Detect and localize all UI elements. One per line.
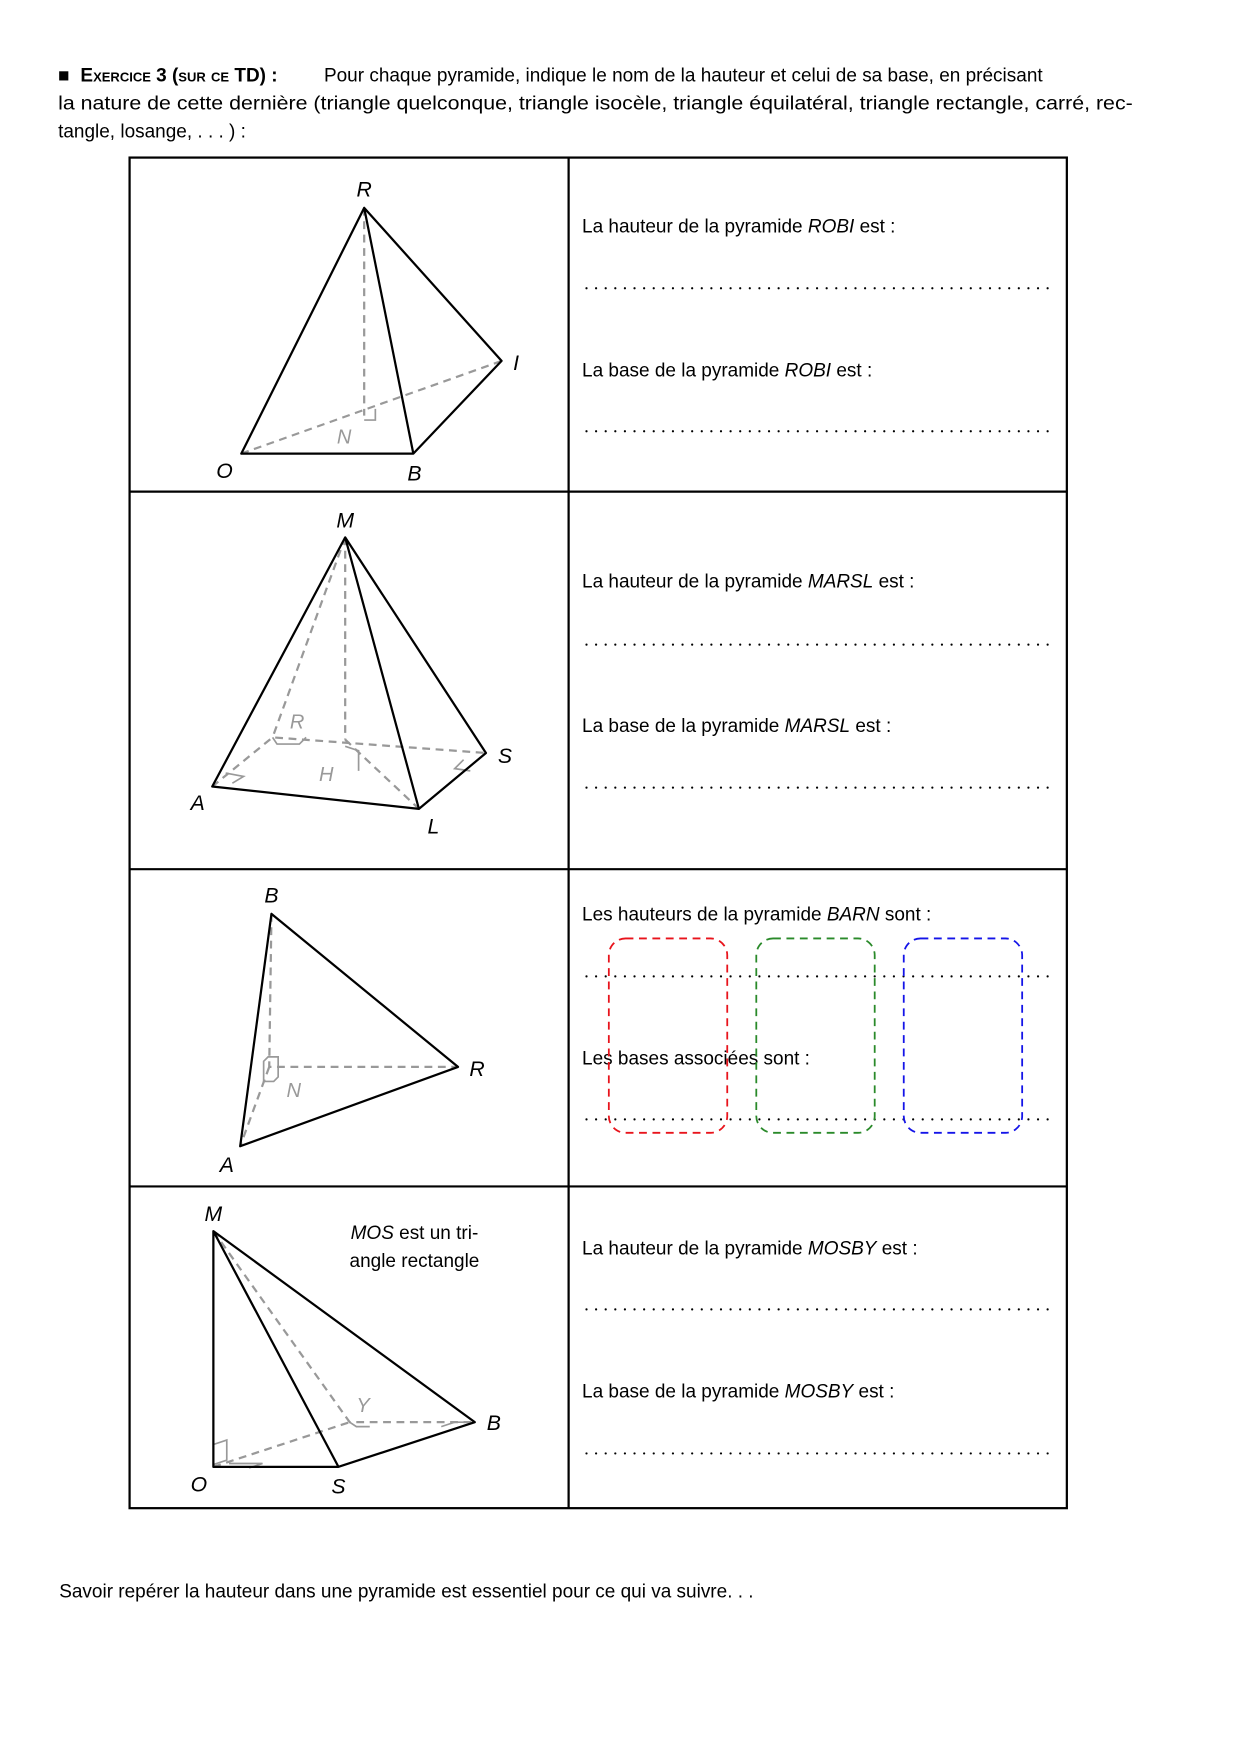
answer-group-box-blue — [904, 938, 1022, 1132]
vertex-label: S — [497, 745, 513, 769]
bases-question: Les bases associées sont : — [582, 1048, 810, 1070]
vertex-label: A — [219, 1153, 234, 1177]
exercise-title: Exercice 3 (sur ce TD) : — [80, 65, 278, 87]
pyramid-barn-questions — [582, 905, 1050, 1133]
pyramid-robi-figure — [216, 179, 519, 486]
foot-label: N — [336, 426, 352, 449]
heights-question: Les hauteurs de la pyramide BARN sont : — [582, 904, 932, 926]
vertex-label: R — [469, 1057, 485, 1081]
height-question: La hauteur de la pyramide MOSBY est : — [582, 1238, 918, 1260]
instruction-line-3: tangle, losange, . . . ) : — [58, 121, 246, 143]
height-question: La hauteur de la pyramide MARSL est : — [582, 571, 915, 593]
pyramid-mosby-figure — [191, 1203, 501, 1499]
instruction-line-1: Pour chaque pyramide, indique le nom de la hauteur et celui de sa base, en précisant — [323, 65, 1043, 87]
base-question: La base de la pyramide MOSBY est : — [582, 1381, 895, 1403]
answer-group-box-green — [756, 938, 874, 1132]
vertex-label: I — [513, 351, 520, 375]
base-question: La base de la pyramide ROBI est : — [582, 360, 873, 382]
vertex-label: Y — [356, 1395, 370, 1418]
vertex-label: R — [289, 711, 305, 734]
vertex-label: B — [486, 1411, 501, 1435]
pyramid-barn-figure — [218, 885, 485, 1177]
pyramid-robi-questions — [582, 216, 1050, 431]
vertex-label: B — [264, 884, 279, 908]
foot-label: H — [318, 763, 334, 786]
vertex-label: M — [204, 1203, 223, 1227]
vertex-label: B — [407, 462, 422, 486]
answer-group-box-red — [609, 938, 727, 1132]
vertex-label: O — [190, 1473, 208, 1497]
footer-note: Savoir repérer la hauteur dans une pyramide est essentiel pour ce qui va suivre. . . — [59, 1581, 754, 1603]
figure-note-line-1: MOS est un tri- — [350, 1222, 479, 1244]
vertex-label: O — [216, 460, 233, 484]
figure-note-line-2: angle rectangle — [349, 1250, 480, 1272]
foot-label: N — [286, 1080, 302, 1103]
vertex-label: R — [356, 178, 372, 202]
vertex-label: S — [331, 1475, 346, 1499]
vertex-label: L — [427, 815, 440, 839]
height-question: La hauteur de la pyramide ROBI est : — [582, 216, 896, 238]
pyramid-marsl-figure — [189, 509, 512, 838]
bullet-icon: ■ — [58, 65, 70, 87]
vertex-label: M — [336, 509, 355, 533]
pyramid-marsl-questions — [582, 572, 1050, 788]
exercise-header — [58, 66, 1133, 143]
base-question: La base de la pyramide MARSL est : — [582, 715, 892, 737]
vertex-label: A — [190, 791, 205, 815]
pyramid-mosby-questions — [582, 1239, 1050, 1454]
instruction-line-2: la nature de cette dernière (triangle quelconque, triangle isocèle, triangle équilatéral, triangle rectangle, carré, rec- — [58, 93, 1133, 115]
